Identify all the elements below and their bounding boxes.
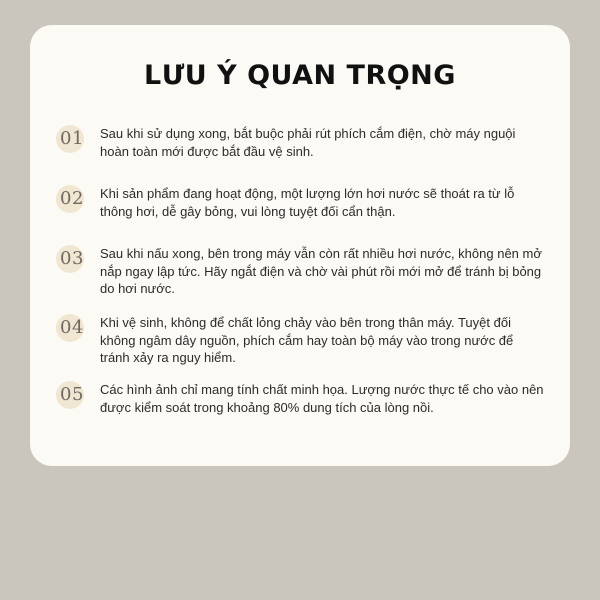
note-text: Sau khi sử dụng xong, bắt buộc phải rút phích cắm điện, chờ máy nguội hoàn toàn mới được bắt đầu vệ sinh. [100, 126, 516, 159]
note-number: 02 [60, 188, 84, 209]
note-number: 01 [60, 128, 84, 149]
note-text: Khi sản phẩm đang hoạt động, một lượng lớn hơi nước sẽ thoát ra từ lỗ thông hơi, dễ gây bỏng, vui lòng tuyệt đối cẩn thận. [100, 186, 515, 219]
note-number: 03 [60, 248, 84, 269]
page-title: LƯU Ý QUAN TRỌNG [144, 60, 456, 91]
note-number: 05 [60, 384, 84, 405]
note-text: Khi vệ sinh, không để chất lỏng chảy vào bên trong thân máy. Tuyệt đối không ngâm dây nguồn, phích cắm hay toàn bộ máy vào trong nước để tránh xảy ra nguy hiểm. [100, 315, 514, 365]
note-number: 04 [60, 317, 84, 338]
note-text: Sau khi nấu xong, bên trong máy vẫn còn rất nhiều hơi nước, không nên mở nắp ngay lập tức. Hãy ngắt điện và chờ vài phút rồi mới mở để tránh bị bỏng do hơi nước. [100, 246, 542, 296]
note-text: Các hình ảnh chỉ mang tính chất minh họa. Lượng nước thực tế cho vào nên được kiểm soát trong khoảng 80% dung tích của lòng nồi. [100, 382, 544, 415]
